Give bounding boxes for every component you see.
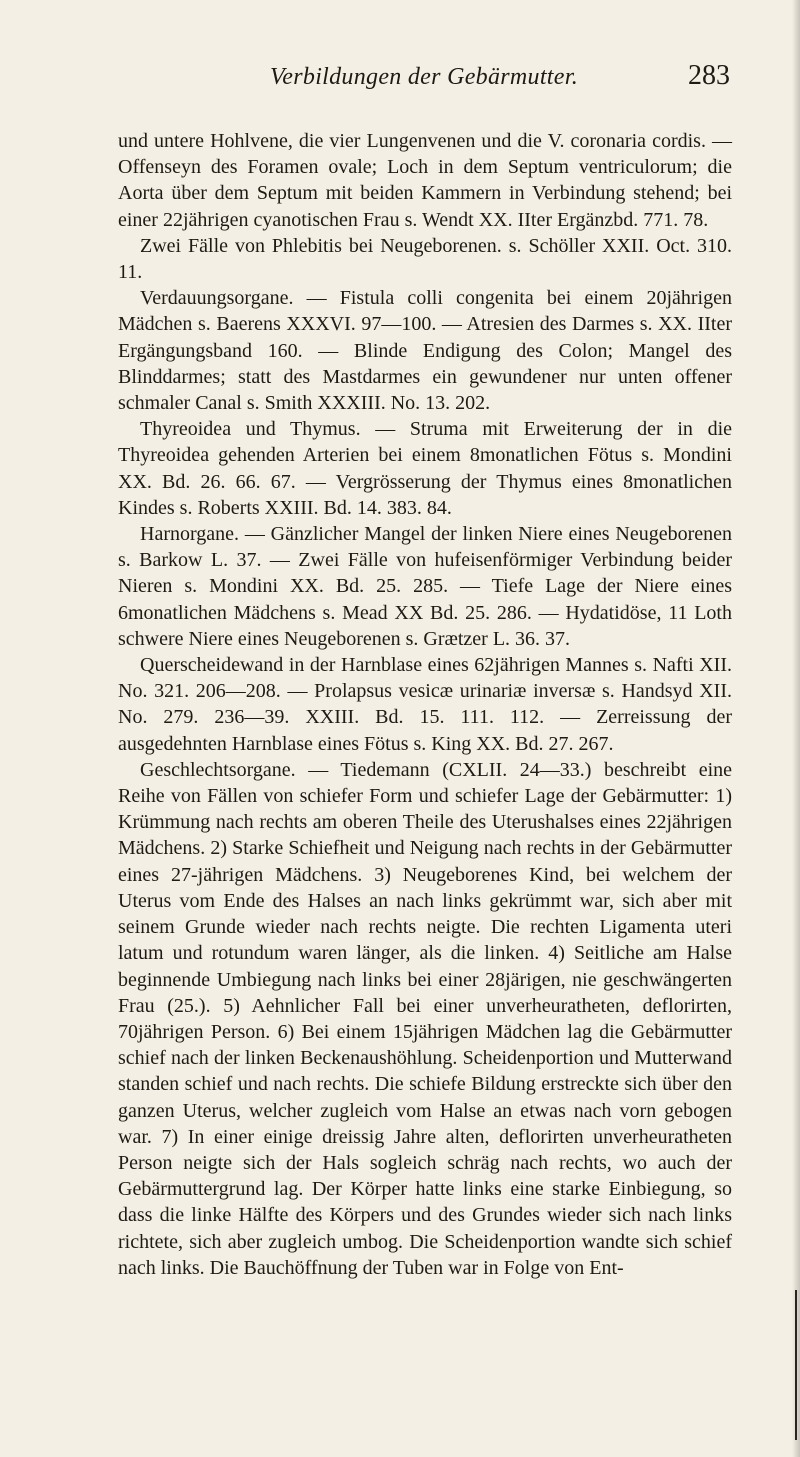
page-edge-shadow xyxy=(792,0,800,1457)
paragraph-vena-cava: und untere Hohlvene, die vier Lungenvenen und die V. coronaria cordis. — Offenseyn des Foramen ovale; Loch in dem Septum ventriculorum; die Aorta über dem Septum mit beiden Kammern in Verbindung stehend; bei einer 22jährigen cyanotischen Frau s. Wendt XX. IIter Ergänzbd. 771. 78. xyxy=(118,130,732,231)
paragraph-geschlechtsorgane: Geschlechtsorgane. — Tiedemann (CXLII. 24—33.) beschreibt eine Reihe von Fällen von schiefer Form und schiefer Lage der Gebärmutter: 1) Krümmung nach rechts am oberen Theile des Uterushalses eines 22jährigen Mädchens. 2) Starke Schiefheit und Neigung nach rechts in der Gebärmutter eines 27-jährigen Mädchens. 3) Neugeborenes Kind, bei welchem der Uterus vom Ende des Halses an nach links gekrümmt war, sich aber mit seinem Grunde wieder nach rechts neigte. Die rechten Ligamenta uteri latum und rotundum waren länger, als die linken. 4) Seitliche am Halse beginnende Umbiegung nach links bei einer 28järigen, nie geschwängerten Frau (25.). 5) Aehnlicher Fall bei einer unverheuratheten, deflorirten, 70jährigen Person. 6) Bei einem 15jährigen Mädchen lag die Gebärmutter schief nach der linken Beckenaushöhlung. Scheidenportion und Mutterwand standen schief und nach rechts. Die schiefe Bildung erstreckte sich über den ganzen Uterus, welcher zugleich vom Halse an etwas nach vorn gebogen war. 7) In einer einige dreissig Jahre alten, deflorirten unverheuratheten Person neigte sich der Hals sogleich schräg nach rechts, wo auch der Gebärmuttergrund lag. Der Körper hatte links eine starke Einbiegung, so dass die linke Hälfte des Körpers und des Grundes wieder sich nach links richtete, sich aber zugleich umbog. Die Scheidenportion wandte sich schief nach links. Die Bauchöffnung der Tuben war in Folge von Ent- xyxy=(118,758,732,1279)
page-header xyxy=(118,58,730,98)
body-text xyxy=(118,128,732,1281)
page-number: 283 xyxy=(688,60,730,91)
running-title: Verbildungen der Gebärmutter. xyxy=(270,64,578,90)
paragraph-harnblase: Querscheidewand in der Harnblase eines 62jährigen Mannes s. Nafti XII. No. 321. 206—208. — Prolapsus vesicæ urinariæ inversæ s. Handsyd XII. No. 279. 236—39. XXIII. Bd. 15. 111. 112. — Zerreissung der ausgedehnten Harnblase eines Fötus s. King XX. Bd. 27. 267. xyxy=(118,654,732,755)
page-edge-mark xyxy=(795,1290,797,1440)
paragraph-harnorgane: Harnorgane. — Gänzlicher Mangel der linken Niere eines Neugeborenen s. Barkow L. 37. — Zwei Fälle von hufeisenförmiger Verbindung beider Nieren s. Mondini XX. Bd. 25. 285. — Tiefe Lage der Niere eines 6monatlichen Mädchens s. Mead XX Bd. 25. 286. — Hydatidöse, 11 Loth schwere Niere eines Neugeborenen s. Grætzer L. 36. 37. xyxy=(118,523,732,650)
paragraph-phlebitis: Zwei Fälle von Phlebitis bei Neugeborenen. s. Schöller XXII. Oct. 310. 11. xyxy=(118,234,732,284)
paragraph-thyreoidea-thymus: Thyreoidea und Thymus. — Struma mit Erweiterung der in die Thyreoidea gehenden Arterien bei einem 8monatlichen Fötus s. Mondini XX. Bd. 26. 66. 67. — Vergrösserung der Thymus eines 8monatlichen Kindes s. Roberts XXIII. Bd. 14. 383. 84. xyxy=(118,418,732,519)
paragraph-verdauungsorgane: Verdauungsorgane. — Fistula colli congenita bei einem 20jährigen Mädchen s. Baerens XXXVI. 97—100. — Atresien des Darmes s. XX. IIter Ergängungsband 160. — Blinde Endigung des Colon; Mangel des Blinddarmes; statt des Mastdarmes ein gewundener nur unten offener schmaler Canal s. Smith XXXIII. No. 13. 202. xyxy=(118,287,732,415)
